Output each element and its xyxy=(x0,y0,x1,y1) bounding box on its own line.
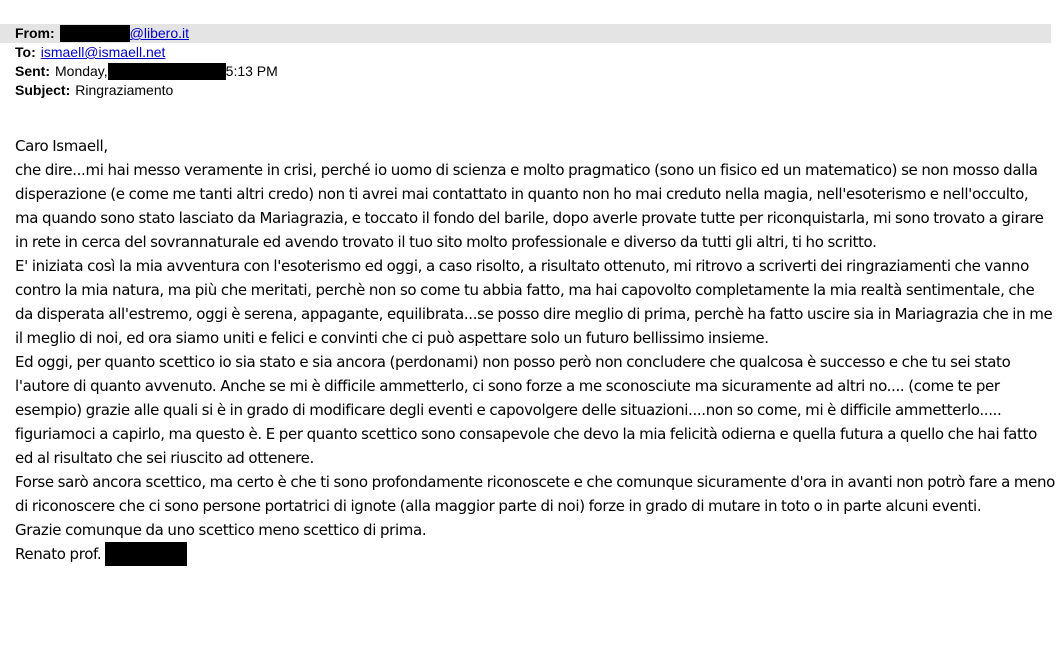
to-label: To: xyxy=(15,44,36,60)
to-row xyxy=(15,43,1051,62)
body-paragraph: Forse sarò ancora scettico, ma certo è che ti sono profondamente riconoscete e che comunque sicuramente d'ora in avanti non potrò fare a meno di riconoscere che ci sono persone portatrici di ignote (alla maggior parte di noi) forze in grado di mutare in toto o in parte alcuni eventi. xyxy=(15,473,1055,515)
sent-label: Sent: xyxy=(15,63,50,79)
sent-row xyxy=(15,62,1051,81)
subject-text: Ringraziamento xyxy=(75,82,174,98)
signature-text: Renato prof. xyxy=(15,545,102,563)
subject-row xyxy=(15,81,1051,100)
body-paragraph: Grazie comunque da uno scettico meno scettico di prima. xyxy=(15,521,427,539)
subject-label: Subject: xyxy=(15,82,71,98)
redacted-sent-date xyxy=(108,63,226,80)
from-label: From: xyxy=(15,25,55,41)
greeting: Caro Ismaell, xyxy=(15,137,108,155)
sent-day: Monday, xyxy=(55,63,108,79)
redacted-signature-name xyxy=(105,542,187,566)
body-paragraph: Ed oggi, per quanto scettico io sia stato e sia ancora (perdonami) non posso però non concludere che qualcosa è successo e che tu sei stato l'autore di quanto avvenuto. Anche se mi è difficile ammetterlo, ci sono forze a me sconosciute ma sicuramente ad altri no.... (come te per esempio) grazie alle quali si è in grado di modificare degli eventi e capovolgere delle situazioni....non so come, mi è difficile ammetterlo..... figuriamoci a capirlo, ma questo è. E per quanto scettico sono consapevole che devo la mia felicità odierna e quella futura a quello che hai fatto ed al risultato che sei riuscito ad ottenere. xyxy=(15,353,1037,467)
redacted-sender-name xyxy=(60,25,130,42)
sent-time: 5:13 PM xyxy=(225,63,278,79)
body-paragraph: che dire...mi hai messo veramente in crisi, perché io uomo di scienza e molto pragmatico (sono un fisico ed un matematico) se non mosso dalla disperazione (e come me tanti altri credo) non ti avrei mai contattato in quanto non ho mai creduto nella magia, nell'esoterismo e nell'occulto, ma quando sono stato lasciato da Mariagrazia, e toccato il fondo del barile, dopo averle provate tutte per riconquistarla, mi sono trovato a girare in rete in cerca del sovrannaturale ed avendo trovato il tuo sito molto professionale e diverso da tutti gli altri, ti ho scritto. xyxy=(15,161,1044,251)
email-body xyxy=(15,134,1055,566)
to-email-link[interactable]: ismaell@ismaell.net xyxy=(40,44,166,60)
body-paragraph: E' iniziata così la mia avventura con l'esoterismo ed oggi, a caso risolto, a risultato ottenuto, mi ritrovo a scriverti dei ringraziamenti che vanno contro la mia natura, ma più che meritati, perchè non so come tu abbia fatto, ma hai capovolto completamente la mia realtà sentimentale, che da disperata all'estremo, oggi è serena, appagante, equilibrata...se posso dire meglio di prima, perchè ha fatto uscire sia in Mariagrazia che in me il meglio di noi, ed ora siamo uniti e felici e convinti che ci può aspettare solo un futuro bellissimo insieme. xyxy=(15,257,1053,347)
from-row xyxy=(0,24,1051,43)
signature-row xyxy=(15,542,1055,566)
email-header xyxy=(15,24,1051,100)
from-email-link[interactable]: @libero.it xyxy=(129,25,190,41)
